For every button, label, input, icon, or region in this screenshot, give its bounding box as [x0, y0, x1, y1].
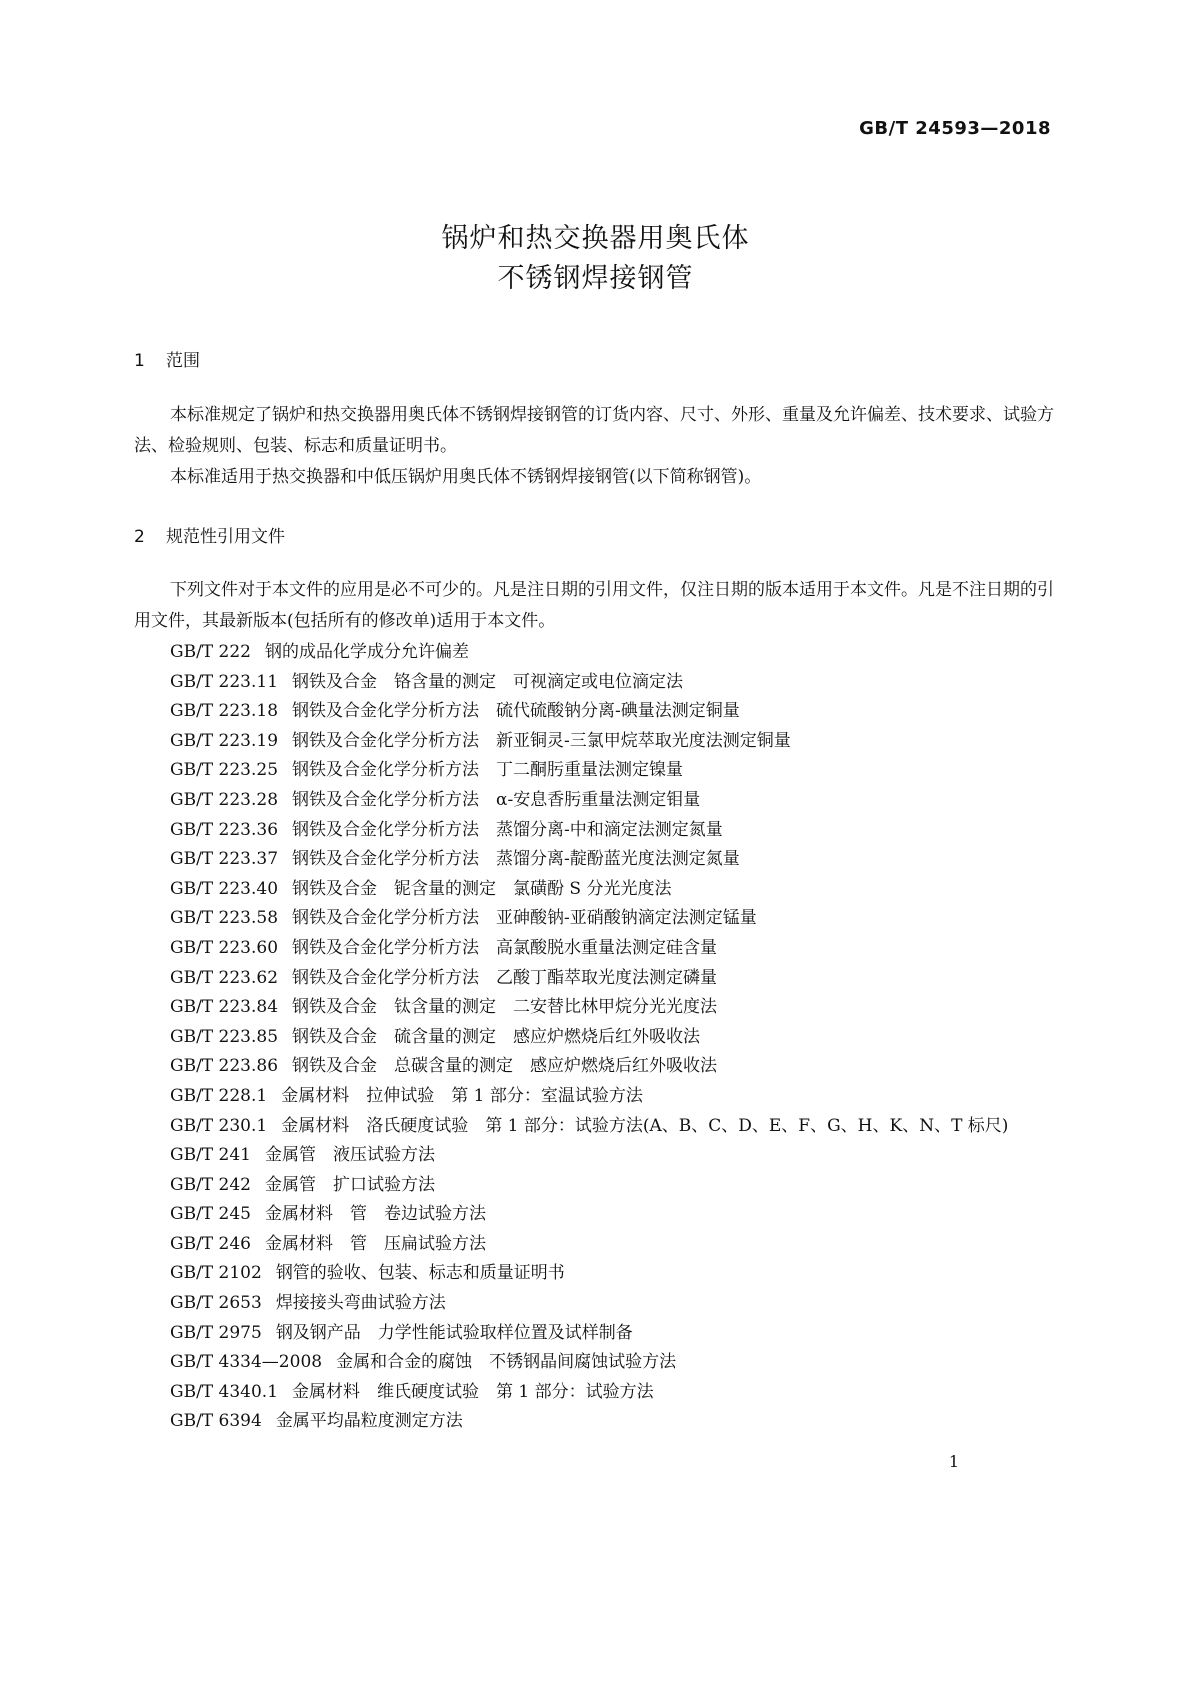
reference-item [170, 697, 1070, 727]
reference-item [170, 756, 1070, 786]
reference-code: GB/T 222 [170, 642, 251, 662]
reference-title: 金属管 液压试验方法 [265, 1145, 435, 1166]
reference-item [170, 1112, 1070, 1142]
reference-item [170, 668, 1070, 698]
reference-title: 钢铁及合金 硫含量的测定 感应炉燃烧后红外吸收法 [292, 1026, 701, 1047]
reference-title: 钢及钢产品 力学性能试验取样位置及试样制备 [275, 1322, 633, 1343]
reference-title: 钢铁及合金 铌含量的测定 氯磺酚 S 分光光度法 [292, 878, 672, 899]
reference-title: 焊接接头弯曲试验方法 [275, 1293, 446, 1314]
scope-paragraph-1 [134, 400, 1057, 462]
scope-paragraph-2 [134, 462, 1057, 493]
reference-title: 金属管 扩口试验方法 [265, 1174, 435, 1195]
reference-code: GB/T 223.25 [170, 760, 279, 781]
reference-code: GB/T 223.84 [170, 997, 279, 1018]
reference-item [170, 1023, 1070, 1053]
reference-item [170, 1082, 1070, 1112]
reference-list [170, 638, 1070, 1437]
reference-code: GB/T 223.36 [170, 819, 279, 840]
reference-code: GB/T 246 [170, 1233, 251, 1254]
reference-code: GB/T 223.40 [170, 878, 279, 899]
reference-code: GB/T 241 [170, 1145, 251, 1166]
reference-title: 钢铁及合金化学分析方法 蒸馏分离-中和滴定法测定氮量 [292, 819, 723, 840]
reference-title: 金属材料 洛氏硬度试验 第 1 部分：试验方法(A、B、C、D、E、F、G、H、K、N、T 标尺) [281, 1115, 1009, 1136]
reference-title: 钢铁及合金化学分析方法 α-安息香肟重量法测定钼量 [292, 789, 701, 810]
reference-item [170, 1141, 1070, 1171]
reference-title: 金属平均晶粒度测定方法 [275, 1411, 463, 1432]
reference-code: GB/T 223.62 [170, 967, 279, 988]
reference-code: GB/T 223.18 [170, 701, 279, 722]
reference-title: 钢铁及合金化学分析方法 硫代硫酸钠分离-碘量法测定铜量 [292, 701, 740, 722]
standard-code: GB/T 24593—2018 [859, 118, 1051, 139]
reference-item [170, 875, 1070, 905]
reference-title: 钢铁及合金 钛含量的测定 二安替比林甲烷分光光度法 [292, 997, 718, 1018]
reference-item [170, 1319, 1070, 1349]
reference-code: GB/T 223.19 [170, 730, 279, 751]
reference-item [170, 1407, 1070, 1437]
reference-item [170, 1230, 1070, 1260]
reference-code: GB/T 6394 [170, 1411, 262, 1432]
reference-code: GB/T 242 [170, 1174, 251, 1195]
scope-paragraph-1-text: 本标准规定了锅炉和热交换器用奥氏体不锈钢焊接钢管的订货内容、尺寸、外形、重量及允许偏差、技术要求、试验方法、检验规则、包装、标志和质量证明书。 [134, 405, 1054, 456]
reference-item [170, 845, 1070, 875]
reference-item [170, 786, 1070, 816]
reference-code: GB/T 4340.1 [170, 1381, 279, 1402]
reference-item [170, 964, 1070, 994]
reference-title: 钢铁及合金 总碳含量的测定 感应炉燃烧后红外吸收法 [292, 1056, 718, 1077]
reference-code: GB/T 245 [170, 1204, 251, 1225]
reference-title: 金属材料 维氏硬度试验 第 1 部分：试验方法 [292, 1381, 654, 1402]
reference-code: GB/T 223.85 [170, 1026, 279, 1047]
reference-title: 钢的成品化学成分允许偏差 [265, 642, 469, 662]
section-2-heading [134, 522, 285, 547]
reference-title: 钢铁及合金化学分析方法 新亚铜灵-三氯甲烷萃取光度法测定铜量 [292, 730, 791, 751]
reference-code: GB/T 223.86 [170, 1056, 279, 1077]
reference-code: GB/T 223.60 [170, 937, 279, 958]
reference-item [170, 993, 1070, 1023]
page-number: 1 [948, 1452, 959, 1471]
reference-item [170, 1171, 1070, 1201]
reference-code: GB/T 223.11 [170, 671, 279, 692]
reference-code: GB/T 2975 [170, 1322, 262, 1343]
reference-item [170, 1378, 1070, 1408]
reference-title: 钢铁及合金化学分析方法 亚砷酸钠-亚硝酸钠滴定法测定锰量 [292, 908, 757, 929]
section-1-title: 范围 [166, 351, 200, 371]
scope-paragraph-2-text: 本标准适用于热交换器和中低压锅炉用奥氏体不锈钢焊接钢管(以下简称钢管)。 [170, 467, 762, 487]
reference-item [170, 1348, 1070, 1378]
reference-item [170, 727, 1070, 757]
reference-item [170, 638, 1070, 668]
reference-item [170, 1259, 1070, 1289]
reference-item [170, 1200, 1070, 1230]
reference-title: 金属和合金的腐蚀 不锈钢晶间腐蚀试验方法 [336, 1352, 677, 1373]
reference-code: GB/T 4334—2008 [170, 1352, 323, 1373]
section-1-heading [134, 346, 200, 371]
document-title-line-1: 锅炉和热交换器用奥氏体 [441, 223, 750, 254]
reference-code: GB/T 223.37 [170, 849, 279, 870]
section-1-number: 1 [134, 351, 145, 371]
reference-title: 钢铁及合金化学分析方法 乙酸丁酯萃取光度法测定磷量 [292, 967, 718, 988]
reference-title: 钢铁及合金化学分析方法 丁二酮肟重量法测定镍量 [292, 760, 684, 781]
reference-title: 钢铁及合金 铬含量的测定 可视滴定或电位滴定法 [292, 671, 684, 692]
reference-title: 金属材料 管 压扁试验方法 [265, 1233, 486, 1254]
reference-title: 金属材料 管 卷边试验方法 [265, 1204, 486, 1225]
section-2-title: 规范性引用文件 [166, 527, 285, 547]
reference-item [170, 1289, 1070, 1319]
reference-code: GB/T 230.1 [170, 1115, 268, 1136]
reference-code: GB/T 228.1 [170, 1085, 268, 1106]
reference-code: GB/T 223.28 [170, 789, 279, 810]
reference-code: GB/T 2653 [170, 1293, 262, 1314]
reference-item [170, 934, 1070, 964]
reference-item [170, 904, 1070, 934]
document-title-line-2: 不锈钢焊接钢管 [497, 263, 694, 294]
reference-title: 钢管的验收、包装、标志和质量证明书 [275, 1263, 565, 1284]
reference-item [170, 816, 1070, 846]
references-intro-text: 下列文件对于本文件的应用是必不可少的。凡是注日期的引用文件，仅注日期的版本适用于本文件。凡是不注日期的引用文件，其最新版本(包括所有的修改单)适用于本文件。 [134, 580, 1054, 631]
reference-title: 钢铁及合金化学分析方法 高氯酸脱水重量法测定硅含量 [292, 937, 718, 958]
section-2-number: 2 [134, 527, 145, 547]
reference-title: 钢铁及合金化学分析方法 蒸馏分离-靛酚蓝光度法测定氮量 [292, 849, 740, 870]
references-intro [134, 575, 1057, 637]
reference-code: GB/T 2102 [170, 1263, 262, 1284]
reference-item [170, 1052, 1070, 1082]
reference-title: 金属材料 拉伸试验 第 1 部分：室温试验方法 [281, 1085, 643, 1106]
reference-code: GB/T 223.58 [170, 908, 279, 929]
